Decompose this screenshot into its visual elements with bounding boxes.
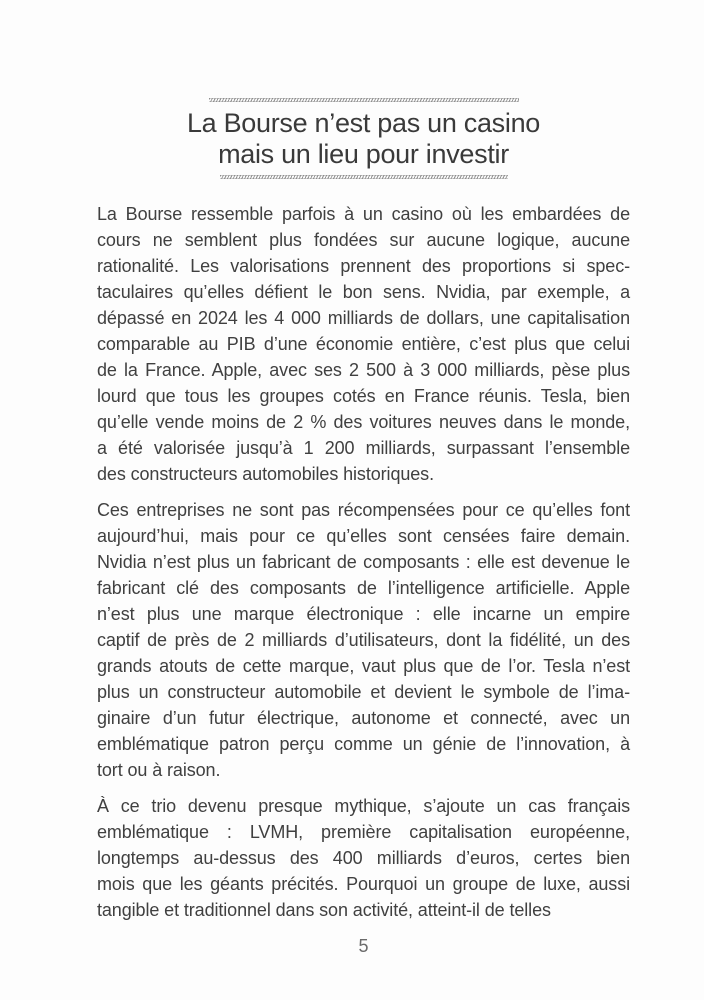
text-line: a été valorisée jusqu’à 1 200 milliards, surpassant l’ensemble: [97, 438, 630, 458]
text-line: emblématique patron perçu comme un génie de l’innovation, à: [97, 734, 630, 754]
text-line: Nvidia n’est plus un fabricant de composants : elle est devenue le: [97, 552, 630, 572]
page-footer: [97, 936, 630, 957]
text-line: À ce trio devenu presque mythique, s’ajoute un cas français: [97, 796, 630, 816]
text-line: tort ou à raison.: [97, 760, 221, 780]
text-line: aujourd’hui, mais pour ce qu’elles sont censées faire demain.: [97, 526, 630, 546]
decorative-rule-bottom: [220, 175, 508, 179]
text-line: fabricant clé des composants de l’intelligence artificielle. Apple: [97, 578, 630, 598]
chapter-title: [97, 108, 630, 170]
text-line: lourd que tous les groupes cotés en France réunis. Tesla, bien: [97, 386, 630, 406]
text-line: ginaire d’un futur électrique, autonome et connecté, avec un: [97, 708, 630, 728]
text-line: emblématique : LVMH, première capitalisation européenne,: [97, 822, 630, 842]
text-line: grands atouts de cette marque, vaut plus que de l’or. Tesla n’est: [97, 656, 630, 676]
text-line: rationalité. Les valorisations prennent des proportions si spec-: [97, 256, 630, 276]
text-line: des constructeurs automobiles historiques.: [97, 464, 434, 484]
text-line: de la France. Apple, avec ses 2 500 à 3 000 milliards, pèse plus: [97, 360, 630, 380]
decorative-rule-top: [209, 98, 519, 102]
paragraph: [97, 201, 630, 487]
text-line: qu’elle vende moins de 2 % des voitures neuves dans le monde,: [97, 412, 630, 432]
text-line: Ces entreprises ne sont pas récompensées pour ce qu’elles font: [97, 500, 630, 520]
chapter-header: [97, 98, 630, 179]
text-line: n’est plus une marque électronique : elle incarne un empire: [97, 604, 630, 624]
body-text: [97, 201, 630, 923]
text-line: captif de près de 2 milliards d’utilisateurs, dont la fidélité, un des: [97, 630, 630, 650]
text-line: taculaires qu’elles défient le bon sens. Nvidia, par exemple, a: [97, 282, 630, 302]
chapter-title-line-1: La Bourse n’est pas un casino: [186, 108, 541, 138]
page-number: 5: [358, 936, 369, 956]
chapter-title-line-2: mais un lieu pour investir: [218, 139, 509, 169]
paragraph: [97, 497, 630, 783]
text-line: dépassé en 2024 les 4 000 milliards de dollars, une capitalisation: [97, 308, 630, 328]
text-line: plus un constructeur automobile et devient le symbole de l’ima-: [97, 682, 630, 702]
text-line: cours ne semblent plus fondées sur aucune logique, aucune: [97, 230, 630, 250]
page-content-column: [97, 0, 630, 923]
text-line: longtemps au-dessus des 400 milliards d’euros, certes bien: [97, 848, 630, 868]
text-line: mois que les géants précités. Pourquoi un groupe de luxe, aussi: [97, 874, 630, 894]
paragraph: [97, 793, 630, 923]
text-line: comparable au PIB d’une économie entière, c’est plus que celui: [97, 334, 630, 354]
text-line: La Bourse ressemble parfois à un casino où les embardées de: [97, 204, 630, 224]
text-line: tangible et traditionnel dans son activité, atteint-il de telles: [97, 900, 551, 920]
